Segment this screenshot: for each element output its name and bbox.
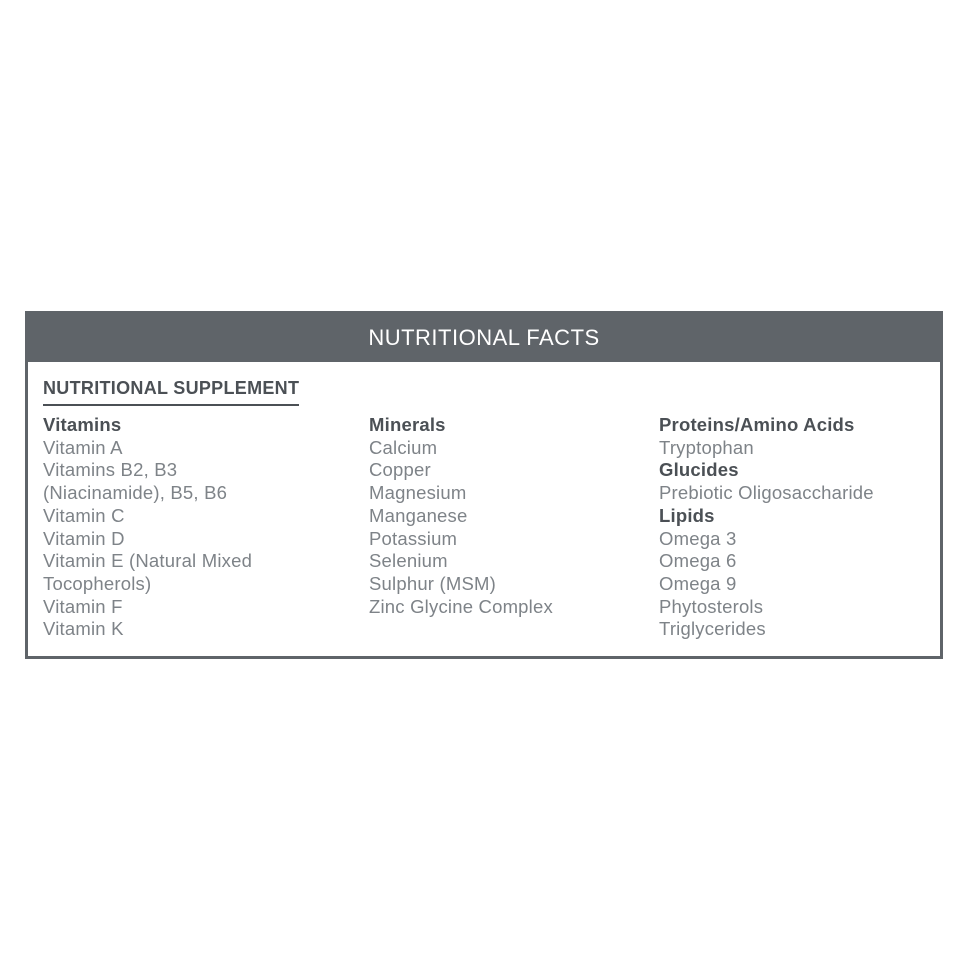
list-item: Tryptophan [659, 436, 754, 458]
minerals-column [369, 414, 553, 618]
list-item: Phytosterols [659, 595, 764, 617]
minerals-heading: Minerals [369, 414, 446, 435]
nutritional-facts-panel [25, 311, 943, 659]
vitamins-heading: Vitamins [43, 414, 122, 435]
list-item: Prebiotic Oligosaccharide [659, 482, 874, 504]
list-item: Vitamins B2, B3 [43, 459, 178, 481]
list-item: Omega 3 [659, 527, 737, 549]
list-item: Vitamin K [43, 618, 124, 640]
list-item: Omega 6 [659, 550, 737, 572]
list-item: Potassium [369, 527, 458, 549]
panel-title: NUTRITIONAL FACTS [368, 325, 600, 350]
section-subtitle: NUTRITIONAL SUPPLEMENT [43, 378, 299, 406]
list-item: Sulphur (MSM) [369, 572, 496, 594]
glucides-heading: Glucides [659, 459, 739, 481]
list-item: Zinc Glycine Complex [369, 595, 553, 617]
list-item: Vitamin F [43, 595, 123, 617]
macronutrients-column [659, 414, 874, 641]
list-item: Vitamin D [43, 527, 125, 549]
list-item: Magnesium [369, 482, 467, 504]
lipids-heading: Lipids [659, 504, 715, 526]
list-item: Vitamin A [43, 436, 123, 458]
list-item: Copper [369, 459, 431, 481]
proteins-heading: Proteins/Amino Acids [659, 414, 855, 435]
list-item: Selenium [369, 550, 448, 572]
list-item: Manganese [369, 504, 468, 526]
list-item: Vitamin C [43, 504, 125, 526]
list-item: Vitamin E (Natural Mixed [43, 550, 253, 572]
vitamins-column [43, 414, 252, 641]
list-item: Calcium [369, 436, 438, 458]
list-item: Omega 9 [659, 572, 737, 594]
list-item: Tocopherols) [43, 572, 152, 594]
list-item: Triglycerides [659, 618, 766, 640]
panel-header [28, 314, 940, 362]
list-item: (Niacinamide), B5, B6 [43, 482, 228, 504]
